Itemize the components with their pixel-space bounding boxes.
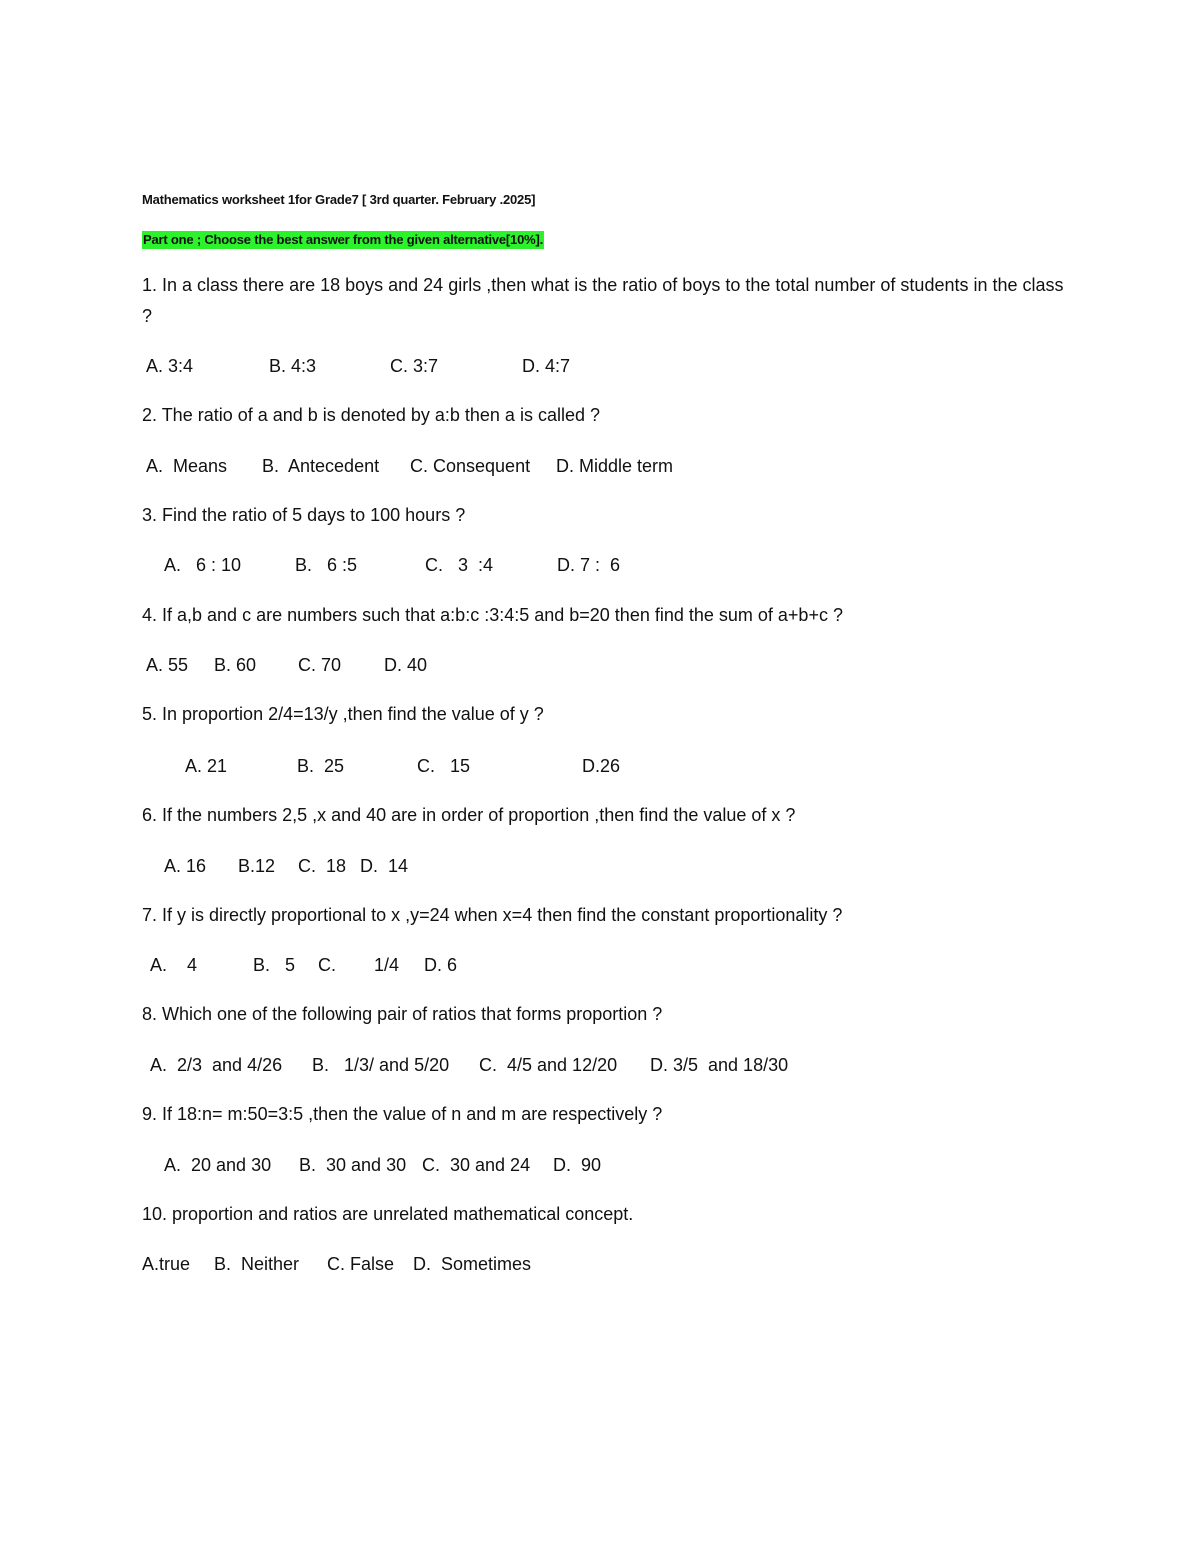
option-b: B. Antecedent	[262, 456, 380, 476]
option-b: B. 5	[253, 955, 296, 975]
option-a: A. Means	[146, 456, 228, 476]
option-c: C. 15	[417, 756, 471, 776]
option-a: A. 2/3 and 4/26	[150, 1055, 283, 1075]
option-d: D. 90	[553, 1155, 602, 1175]
option-c: C. Consequent	[410, 456, 531, 476]
option-b: B. 4:3	[269, 356, 317, 376]
option-a: A.true	[142, 1254, 191, 1274]
option-b: B. 6 :5	[295, 555, 358, 575]
option-b: B.12	[238, 856, 276, 876]
question-3: 3. Find the ratio of 5 days to 100 hours ?	[142, 505, 466, 525]
option-a: A. 6 : 10	[164, 555, 242, 575]
question-5: 5. In proportion 2/4=13/y ,then find the value of y ?	[142, 704, 544, 724]
option-d: D. Middle term	[556, 456, 674, 476]
option-a: A. 3:4	[146, 356, 194, 376]
option-d: D. 3/5 and 18/30	[650, 1055, 789, 1075]
option-d: D. 40	[384, 655, 428, 675]
option-d: D. Sometimes	[413, 1254, 532, 1274]
option-d: D.26	[582, 756, 621, 776]
option-a: A. 21	[185, 756, 228, 776]
option-c: C. 18	[298, 856, 347, 876]
option-b: B. 60	[214, 655, 257, 675]
option-a: A. 4	[150, 955, 198, 975]
option-c: C. 70	[298, 655, 342, 675]
option-b: B. 1/3/ and 5/20	[312, 1055, 450, 1075]
option-d: D. 14	[360, 856, 409, 876]
question-9: 9. If 18:n= m:50=3:5 ,then the value of n and m are respectively ?	[142, 1104, 663, 1124]
worksheet-title: Mathematics worksheet 1for Grade7 [ 3rd quarter. February .2025]	[142, 192, 536, 207]
option-b: B. 30 and 30	[299, 1155, 407, 1175]
question-7: 7. If y is directly proportional to x ,y=24 when x=4 then find the constant proportionality ?	[142, 905, 843, 925]
question-6: 6. If the numbers 2,5 ,x and 40 are in order of proportion ,then find the value of x ?	[142, 805, 796, 825]
question-4: 4. If a,b and c are numbers such that a:b:c :3:4:5 and b=20 then find the sum of a+b+c ?	[142, 605, 843, 625]
option-a: A. 16	[164, 856, 207, 876]
option-d: D. 7 : 6	[557, 555, 621, 575]
option-c: C. 3:7	[390, 356, 439, 376]
question-2: 2. The ratio of a and b is denoted by a:b then a is called ?	[142, 405, 600, 425]
option-c-value: 1/4	[374, 955, 400, 975]
option-a: A. 20 and 30	[164, 1155, 272, 1175]
option-c: C. 30 and 24	[422, 1155, 531, 1175]
option-b: B. Neither	[214, 1254, 300, 1274]
option-c: C. 3 :4	[425, 555, 494, 575]
option-c: C.	[318, 955, 336, 975]
option-c: C. 4/5 and 12/20	[479, 1055, 618, 1075]
option-a: A. 55	[146, 655, 189, 675]
option-d: D. 4:7	[522, 356, 571, 376]
option-c: C. False	[327, 1254, 395, 1274]
option-d: D. 6	[424, 955, 458, 975]
question-10: 10. proportion and ratios are unrelated mathematical concept.	[142, 1204, 634, 1224]
question-8: 8. Which one of the following pair of ratios that forms proportion ?	[142, 1004, 663, 1024]
part-one-heading: Part one ; Choose the best answer from the given alternative[10%].	[143, 232, 544, 247]
option-b: B. 25	[297, 756, 345, 776]
question-1: 1. In a class there are 18 boys and 24 girls ,then what is the ratio of boys to the total number of students in the class ?	[142, 275, 1064, 326]
